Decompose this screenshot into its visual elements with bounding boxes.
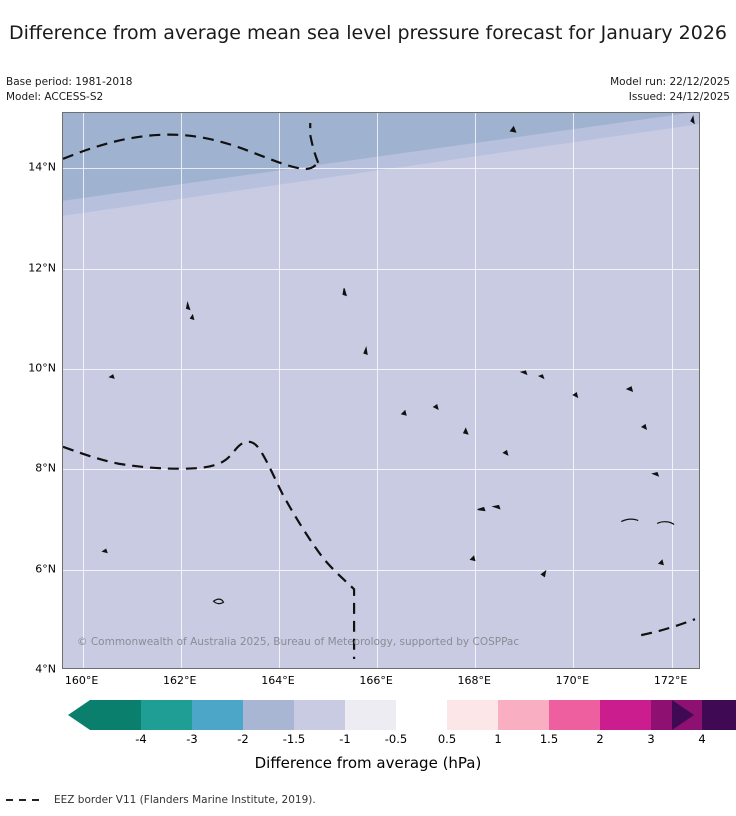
x-tick-label: 168°E	[457, 674, 491, 687]
y-tick-label: 4°N	[35, 662, 56, 676]
meta-left-block	[6, 75, 132, 105]
model-text: Model: ACCESS-S2	[6, 91, 104, 103]
y-tick-label: 14°N	[28, 160, 56, 174]
colorbar-segment	[549, 700, 600, 730]
colorbar-segment	[498, 700, 549, 730]
page-title: Difference from average mean sea level pressure forecast for January 2026	[8, 22, 728, 44]
x-tick-label: 170°E	[555, 674, 590, 687]
colorbar-extend-low	[68, 700, 90, 730]
colorbar-tick-label: -1	[339, 732, 351, 746]
meta-right-block	[610, 75, 730, 105]
colorbar-segment	[141, 700, 192, 730]
colorbar-tick-label: 3	[647, 732, 655, 746]
colorbar-segment	[192, 700, 243, 730]
colorbar-cells	[90, 700, 736, 730]
map-credit-text: © Commonwealth of Australia 2025, Bureau of Meteorology, supported by COSPPac	[77, 636, 520, 648]
model-run-text: Model run: 22/12/2025	[610, 76, 730, 88]
x-tick-label: 172°E	[653, 674, 688, 687]
x-tick-label: 164°E	[261, 674, 295, 687]
map-vector-overlay	[63, 113, 699, 668]
colorbar-segment	[396, 700, 447, 730]
colorbar-tick-label: -2	[237, 732, 249, 746]
colorbar-tick-label: -4	[135, 732, 147, 746]
y-tick-label: 8°N	[35, 461, 56, 475]
base-period-text: Base period: 1981-2018	[6, 76, 133, 88]
y-tick-label: 12°N	[28, 261, 56, 275]
colorbar-axis-label: Difference from average (hPa)	[254, 754, 482, 772]
colorbar-segment	[345, 700, 396, 730]
colorbar-tick-label: 1.5	[539, 732, 559, 746]
colorbar-tick-label: 4	[698, 732, 706, 746]
colorbar-tick-label: -0.5	[384, 732, 408, 746]
colorbar-tick-label: 0.5	[437, 732, 457, 746]
eez-border-line	[63, 123, 695, 659]
colorbar-segment	[600, 700, 651, 730]
y-tick-label: 6°N	[35, 562, 56, 576]
colorbar	[62, 700, 706, 746]
x-tick-label: 160°E	[64, 674, 99, 687]
colorbar-tick-label: 2	[596, 732, 604, 746]
x-tick-label: 162°E	[163, 674, 197, 687]
colorbar-tick-label: -3	[186, 732, 198, 746]
eez-legend-label: EEZ border V11 (Flanders Marine Institute, 2019).	[54, 794, 316, 806]
colorbar-segment	[90, 700, 141, 730]
footer-legend	[6, 794, 316, 806]
y-tick-label: 10°N	[28, 361, 56, 375]
colorbar-extend-high	[672, 700, 694, 730]
x-tick-label: 166°E	[359, 674, 393, 687]
colorbar-segment	[447, 700, 498, 730]
island-outlines	[103, 117, 694, 604]
issued-text: Issued: 24/12/2025	[628, 91, 730, 103]
eez-dash-sample	[6, 799, 46, 801]
colorbar-segment	[243, 700, 294, 730]
colorbar-tick-label: 1	[494, 732, 502, 746]
colorbar-segment	[294, 700, 345, 730]
colorbar-tick-label: -1.5	[282, 732, 306, 746]
colorbar-segment	[702, 700, 736, 730]
colorbar-tick-labels	[62, 732, 706, 750]
map-plot-area	[62, 112, 700, 669]
